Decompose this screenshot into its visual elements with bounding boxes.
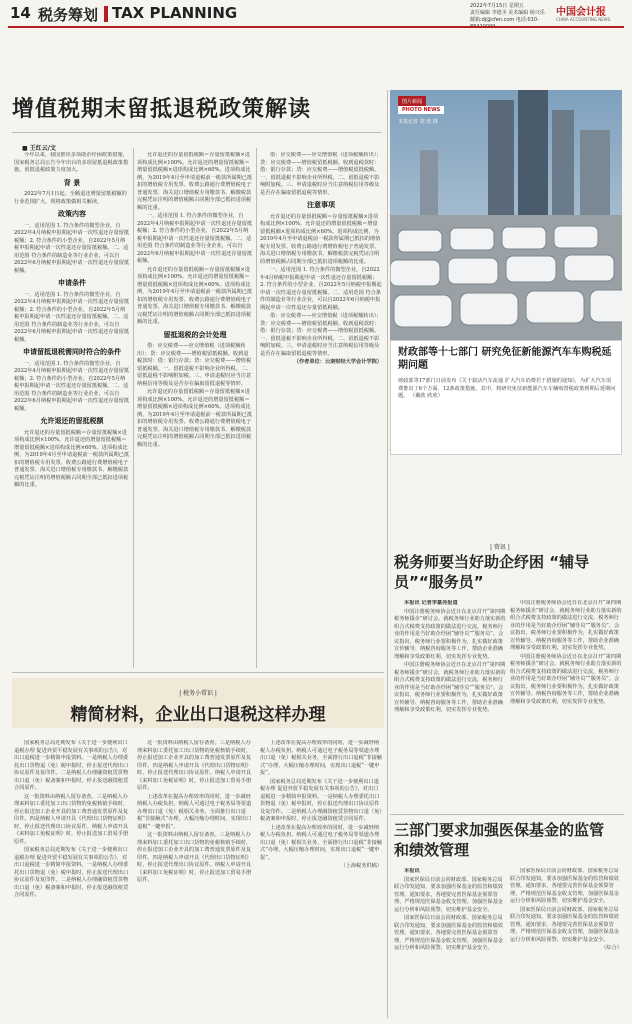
third-article-col1 <box>394 868 506 1018</box>
tax-knowledge-body-1b: 这一批资料由纳税人留存备查。三是纳税人办理来料加工委托加工出口货物的免税核销手续时，停止报送加工企业开具的加工费普通发票原件及复印件。四是纳税人申请开具《代理出口货物证明》时，停止报送代理出口协议原件。纳税人申请开具《来料加工免税证明》时，停止报送加工贸易手册原件。 <box>14 793 129 845</box>
photo-news-image <box>390 90 622 340</box>
side-article-headline: 税务师要当好助企纾困 “辅导员”“服务员” <box>394 553 590 591</box>
header-rule <box>8 26 624 28</box>
third-article-col2 <box>510 868 622 1018</box>
third-article-author: 本报讯 <box>404 868 420 874</box>
tax-knowledge-source: （上海税务供稿） <box>340 863 382 869</box>
car-lot-illustration <box>390 90 622 340</box>
photo-caption-title: 财政部等十七部门 研究免征新能源汽车车购税延期问题 <box>398 347 612 371</box>
section-heading-conditions: 申请条件 <box>58 279 86 287</box>
third-article-body-3: 国家医保局日前会同财政部、国家税务总局联合印发通知，要求加强医保基金的监管和绩效管理。通知要求，各地要完善医保基金预算管理，严格规范医保基金收支管理，加强医保基金运行分析和风险预警，切实维护基金安全。 <box>510 868 619 904</box>
col1-calc-body: 一、适用范围 1. 符合条件的微型企业，自2022年4月纳税申报期起申请一次性退还存量留抵税额；2. 符合条件的小型企业，自2022年5月纳税申报期起申请一次性退还存量留抵税额。二、适用范围 符合条件的制造业等行业企业，可以自2022年6月纳税申报期起申请一次性退还存量留抵税额。 <box>14 360 130 412</box>
col1-amount-body: 允许退还的存量留抵税额＝存量留抵税额×进项构成比例×100%。允许退还的增量留抵税额＝增量留抵税额×进项构成比例×60%。进项构成比例，为2019年4月至申请退税前一税款所属期已抵扣的增值税专用发票、收费公路通行费增值税电子普通发票、海关进口增值税专用缴款书、解缴税款完税凭证注明的增值税额占同期全部已抵扣进项税额的比重。 <box>14 429 130 488</box>
tax-knowledge-body-3: 上述改革在提高办理效率的同时，进一步减轻纳税人办税负担。纳税人可通过电子税务局等渠道办理出口退（免）税相关业务，全面推行出口退税“非接触式”办理，大幅压缩办理时间，实现出口退税“一键申报”。 <box>260 740 382 776</box>
main-article-col2 <box>137 152 253 668</box>
tax-knowledge-col3 <box>260 740 382 1018</box>
third-article-body: 国家医保局日前会同财政部、国家税务总局联合印发通知，要求加强医保基金的监管和绩效管理。通知要求，各地要完善医保基金预算管理，严格规范医保基金收支管理，加强医保基金运行分析和风险预警，切实维护基金安全。 <box>394 876 503 913</box>
section-heading-accounting: 留抵退税的会计处理 <box>163 330 227 339</box>
side-article-body-2: 中国注册税务师协会近日在北京召开“第四期税务师援企”研讨会，就税务师行业助力落实新的组合式税费支持政策的做法进行交流，税务师行业的作用是当好助企纾困“辅导员”“服务员”。会议指出，税务师行业要积极作为，扎实做好政策宣传辅导、纳税咨询服务等工作，帮助企业准确理解和享受政策红利，切实发挥专业优势。 <box>394 662 506 713</box>
band-top-rule <box>12 672 384 673</box>
tax-knowledge-body-2c: 这一批资料由纳税人留存备查。三是纳税人办理来料加工委托加工出口货物的免税核销手续时，停止报送加工企业开具的加工费普通发票原件及复印件。四是纳税人申请开具《代理出口货物证明》时，停止报送代理出口协议原件。纳税人申请开具《来料加工免税证明》时，停止报送加工贸易手册原件。 <box>137 832 252 883</box>
col2-accounting-body-2: 允许退还的存量留抵税额＝存量留抵税额×进项构成比例×100%。允许退还的增量留抵税额＝增量留抵税额×进项构成比例×60%。进项构成比例，为2019年4月至申请退税前一税款所属期已抵扣的增值税专用发票、收费公路通行费增值税电子普通发票、海关进口增值税专用缴款书、解缴税款完税凭证注明的增值税额占同期全部已抵扣进项税额的比重。 <box>137 389 253 448</box>
article-divider <box>390 814 624 815</box>
issue-contact: 邮箱:dj@cfen.com 电话:010- <box>470 17 539 23</box>
newspaper-logo: 中国会计报 <box>556 7 606 18</box>
col2-body: 允许退还的存量留抵税额＝存量留抵税额×进项构成比例×100%。允许退还的增量留抵税额＝增量留抵税额×进项构成比例×60%。进项构成比例，为2019年4月至申请退税前一税款所属期已抵扣的增值税专用发票、收费公路通行费增值税电子普通发票、海关进口增值税专用缴款书、解缴税款完税凭证注明的增值税额占同期全部已抵扣进项税额的比重。 <box>137 152 253 211</box>
tax-knowledge-body-2b: 上述改革在提高办理效率的同时，进一步减轻纳税人办税负担。纳税人可通过电子税务局等渠道办理出口退（免）税相关业务，全面推行出口退税“非接触式”办理，大幅压缩办理时间，实现出口退税“一键申报”。 <box>137 793 252 830</box>
photo-news-tag-en: PHOTO NEWS <box>398 106 444 114</box>
photo-caption-text: 财政部等17部门日前发布《关于搞活汽车流通 扩大汽车消费若干措施的通知》，为扩大汽车消费推出了6个方面、12条政策措施。其中，将研究免征新能源汽车车辆购置税政策到期后延期问题。 <box>398 378 616 399</box>
col2-body-2: 一、适用范围 1. 符合条件的微型企业，自2022年4月纳税申报期起申请一次性退还存量留抵税额；2. 符合条件的小型企业，自2022年5月纳税申报期起申请一次性退还存量留抵税额。二、适用范围 符合条件的制造业等行业企业，可以自2022年6月纳税申报期起申请一次性退还存量留抵税额。 <box>137 213 253 264</box>
col2-accounting-body: 借：应交税费——应交增值税（进项税额转出）；贷：应交税费——增值税留抵税额。收到退税款时：借：银行存款；贷：应交税费——增值税留抵税额。一、留抵退税不影响企业所得税。二、留抵退税不影响附加税。三、申请退税时应当注意纳税信用等级及是否存在骗取留抵退税等情形。 <box>137 343 252 387</box>
tax-knowledge-body-1: 国家税务总局近期发布《关于进一步便利出口退税办理 促进外贸平稳发展有关事项的公告》，对出口退税进一步精简申报资料。一是纳税人办理委托出口货物退（免）税申报时，停止报送代理出口协议原件及复印件。二是纳税人办理融资租赁货物出口退（免）税备案和申报时，停止报送融资租赁合同原件。 <box>14 740 129 791</box>
column-divider <box>256 148 257 668</box>
col2-body-3: 允许退还的存量留抵税额＝存量留抵税额×进项构成比例×100%。允许退还的增量留抵税额＝增量留抵税额×进项构成比例×60%。进项构成比例，为2019年4月至申请退税前一税款所属期已抵扣的增值税专用发票、收费公路通行费增值税电子普通发票、海关进口增值税专用缴款书、解缴税款完税凭证注明的增值税额占同期全部已抵扣进项税额的比重。 <box>137 266 253 325</box>
headline-divider <box>12 132 382 133</box>
photo-caption-source: （戴欣 欣欣） <box>410 393 443 399</box>
third-article-source: （综合） <box>601 945 622 951</box>
section-heading-policy: 政策内容 <box>58 210 86 218</box>
intro-paragraph: 今年以来，我国推出多项助企纾困政策措施，国家税务总局公告今年出台的多项留抵退税政策措施，留抵退税政策力度加大。 <box>14 152 129 173</box>
section-title-en: TAX PLANNING <box>112 4 238 22</box>
photo-news-tag: 图片新闻 <box>398 96 426 107</box>
newspaper-logo-en: CHINA ACCOUNTING NEWS <box>556 17 611 22</box>
section-heading-background: 背 景 <box>63 178 81 187</box>
photo-caption-body <box>398 378 616 401</box>
main-author: ■ 王红云/文 <box>22 145 56 152</box>
side-article-body-3: 中国注册税务师协会近日在北京召开“第四期税务师援企”研讨会，就税务师行业助力落实新的组合式税费支持政策的做法进行交流，税务师行业的作用是当好助企纾困“辅导员”“服务员”。会议指出，税务师行业要积极作为，扎实做好政策宣传辅导、纳税咨询服务等工作，帮助企业准确理解和享受政策红利，切实发挥专业优势。 <box>510 600 622 651</box>
side-article-col1 <box>394 600 506 800</box>
tax-knowledge-body-1c: 国家税务总局近期发布《关于进一步便利出口退税办理 促进外贸平稳发展有关事项的公告》，对出口退税进一步精简申报资料。一是纳税人办理委托出口货物退（免）税申报时，停止报送代理出口协议原件及复印件。二是纳税人办理融资租赁货物出口退（免）税备案和申报时，停止报送融资租赁合同原件。 <box>14 847 129 898</box>
page-number: 14 <box>10 4 31 22</box>
col3-notes-body-3: 借：应交税费——应交增值税（进项税额转出）；贷：应交税费——增值税留抵税额。收到退税款时：借：银行存款；贷：应交税费——增值税留抵税额。一、留抵退税不影响企业所得税。二、留抵退税不影响附加税。三、申请退税时应当注意纳税信用等级及是否存在骗取留抵退税等情形。 <box>260 313 382 357</box>
tax-knowledge-tag: | 税务小常识 | <box>179 690 217 697</box>
col3-notes-body-2: 一、适用范围 1. 符合条件的微型企业，自2022年4月纳税申报期起申请一次性退还存量留抵税额；2. 符合条件的小型企业，自2022年5月纳税申报期起申请一次性退还存量留抵税额。二、适用范围 符合条件的制造业等行业企业，可以自2022年6月纳税申报期起申请一次性退还存量留抵税额。 <box>260 267 382 311</box>
main-article-col3 <box>260 152 382 668</box>
photo-credit: 本报记者 刘 澄 摄 <box>398 119 438 125</box>
issue-date: 2022年7月15日 星期五 <box>470 3 524 9</box>
tax-knowledge-body-3b: 国家税务总局近期发布《关于进一步便利出口退税办理 促进外贸平稳发展有关事项的公告》，对出口退税进一步精简申报资料。一是纳税人办理委托出口货物退（免）税申报时，停止报送代理出口协议原件及复印件。二是纳税人办理融资租赁货物出口退（免）税备案和申报时，停止报送融资租赁合同原件。 <box>260 778 382 822</box>
tax-knowledge-body-2: 这一批资料由纳税人留存备查。三是纳税人办理来料加工委托加工出口货物的免税核销手续时，停止报送加工企业开具的加工费普通发票原件及复印件。四是纳税人申请开具《代理出口货物证明》时，停止报送代理出口协议原件。纳税人申请开具《来料加工免税证明》时，停止报送加工贸易手册原件。 <box>137 740 252 791</box>
section-heading-calc: 申请留抵退税需同时符合的条件 <box>23 348 121 356</box>
main-article-source: （作者单位：云南财经大学会计学院） <box>293 359 382 365</box>
section-title <box>38 4 98 25</box>
tax-knowledge-col2 <box>137 740 253 1018</box>
col1-body: 一、适用范围 1. 符合条件的微型企业，自2022年4月纳税申报期起申请一次性退还存量留抵税额；2. 符合条件的小型企业，自2022年5月纳税申报期起申请一次性退还存量留抵税额。二、适用范围 符合条件的制造业等行业企业，可以自2022年6月纳税申报期起申请一次性退还存量留抵税额。 <box>14 222 130 274</box>
section-heading-amount: 允许退还的留抵税额 <box>40 417 104 425</box>
tax-knowledge-headline: 精简材料，企业出口退税这样办理 <box>70 705 326 725</box>
third-article-body-2: 国家医保局日前会同财政部、国家税务总局联合印发通知，要求加强医保基金的监管和绩效管理。通知要求，各地要完善医保基金预算管理，严格规范医保基金收支管理，加强医保基金运行分析和风险预警，切实维护基金安全。 <box>394 915 503 951</box>
issue-editor: 责任编辑 李德圣 美术编辑 杨兴乐 <box>470 10 545 16</box>
col1-conditions-body: 一、适用范围 1. 符合条件的微型企业，自2022年4月纳税申报期起申请一次性退还存量留抵税额；2. 符合条件的小型企业，自2022年5月纳税申报期起申请一次性退还存量留抵税额。二、适用范围 符合条件的制造业等行业企业，可以自2022年6月纳税申报期起申请一次性退还存量留抵税额。 <box>14 291 130 343</box>
side-article-tag: | 资讯 | <box>490 544 510 551</box>
side-article-body: 中国注册税务师协会近日在北京召开“第四期税务师援企”研讨会，就税务师行业助力落实新的组合式税费支持政策的做法进行交流，税务师行业的作用是当好助企纾困“辅导员”“服务员”。会议指出，税务师行业要积极作为，扎实做好政策宣传辅导、纳税咨询服务等工作，帮助企业准确理解和享受政策红利，切实发挥专业优势。 <box>394 608 506 660</box>
section-heading-notes: 注意事项 <box>307 201 335 209</box>
side-article-body-4: 中国注册税务师协会近日在北京召开“第四期税务师援企”研讨会，就税务师行业助力落实新的组合式税费支持政策的做法进行交流，税务师行业的作用是当好助企纾困“辅导员”“服务员”。会议指出，税务师行业要积极作为，扎实做好政策宣传辅导、纳税咨询服务等工作，帮助企业准确理解和享受政策红利，切实发挥专业优势。 <box>510 653 622 705</box>
third-article-body-4: 国家医保局日前会同财政部、国家税务总局联合印发通知，要求加强医保基金的监管和绩效管理。通知要求，各地要完善医保基金预算管理，严格规范医保基金收支管理，加强医保基金运行分析和风险预警，切实维护基金安全。 <box>510 906 619 943</box>
side-article-author: 本报讯 记者李嘉亮报道 <box>404 600 458 606</box>
col3-body: 借：应交税费——应交增值税（进项税额转出）；贷：应交税费——增值税留抵税额。收到退税款时：借：银行存款；贷：应交税费——增值税留抵税额。一、留抵退税不影响企业所得税。二、留抵退税不影响附加税。三、申请退税时应当注意纳税信用等级及是否存在骗取留抵退税等情形。 <box>260 152 382 196</box>
third-article-headline: 三部门要求加强医保基金的监管 和绩效管理 <box>394 821 605 859</box>
tax-knowledge-body-3c: 上述改革在提高办理效率的同时，进一步减轻纳税人办税负担。纳税人可通过电子税务局等渠道办理出口退（免）税相关业务，全面推行出口退税“非接触式”办理，大幅压缩办理时间，实现出口退税“一键申报”。 <box>260 824 382 861</box>
column-divider <box>133 148 134 668</box>
intro-paragraph-2: 2022年7月1日起，全额退还增量留抵税额的行业范围扩大，现将政策做相关解读。 <box>14 191 127 205</box>
main-article-col1 <box>14 152 130 668</box>
page-column-divider <box>387 90 388 1018</box>
side-article-col2 <box>510 600 622 800</box>
col3-notes-body: 允许退还的存量留抵税额＝存量留抵税额×进项构成比例×100%。允许退还的增量留抵税额＝增量留抵税额×进项构成比例×60%。进项构成比例，为2019年4月至申请退税前一税款所属期已抵扣的增值税专用发票、收费公路通行费增值税电子普通发票、海关进口增值税专用缴款书、解缴税款完税凭证注明的增值税额占同期全部已抵扣进项税额的比重。 <box>260 213 381 265</box>
main-headline: 增值税期末留抵退税政策解读 <box>12 97 312 122</box>
tax-knowledge-col1 <box>14 740 130 1018</box>
section-divider-bar <box>104 6 108 22</box>
section-title-cn: 税务筹划 <box>38 6 99 24</box>
